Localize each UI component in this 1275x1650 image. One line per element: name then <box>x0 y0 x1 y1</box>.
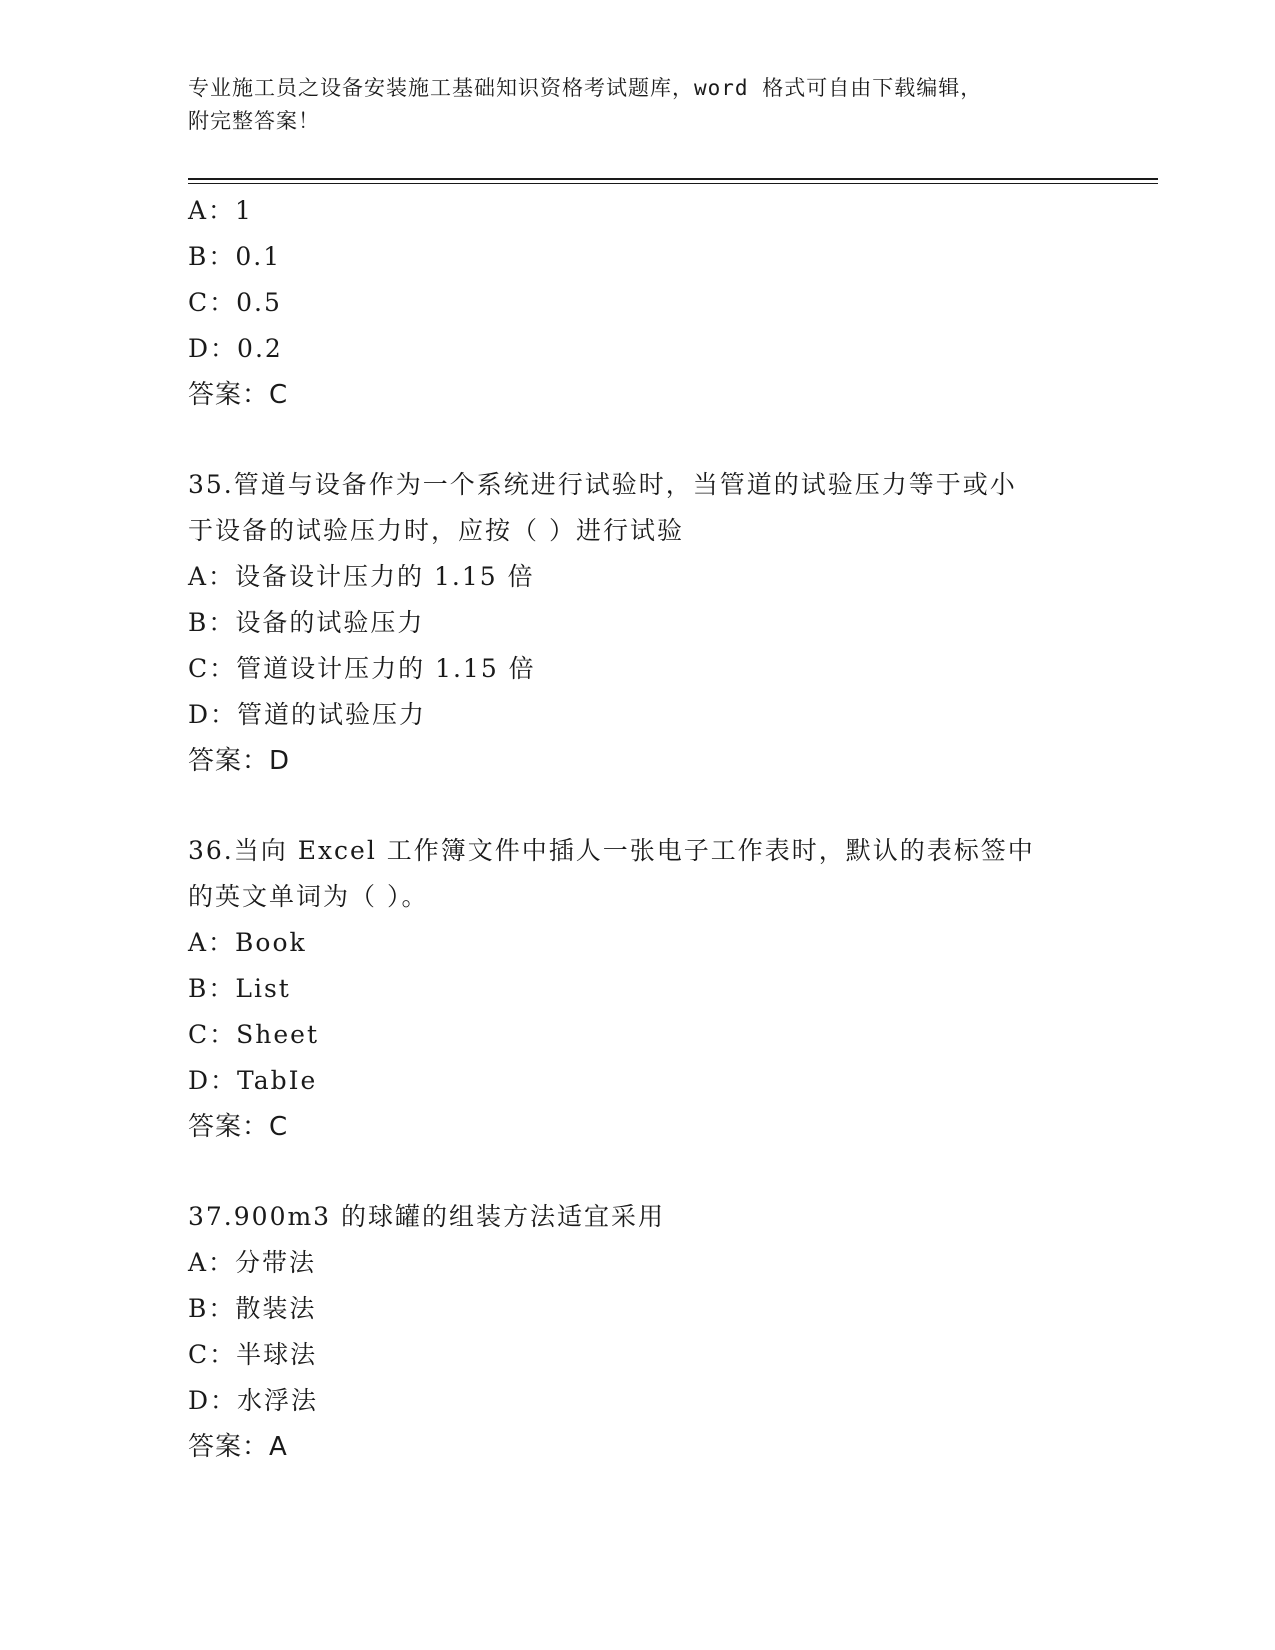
question-list <box>188 188 1088 1470</box>
question-35 <box>188 462 1088 784</box>
question-text <box>188 828 1088 920</box>
option-b: B：0.1 <box>188 242 282 271</box>
header-line-2: 附完整答案！ <box>188 109 320 133</box>
question-34 <box>188 188 1088 418</box>
option-a: A：分带法 <box>188 1248 317 1277</box>
answer-line: 答案：A <box>188 1432 288 1462</box>
answer-line: 答案：D <box>188 746 291 776</box>
answer-line: 答案：C <box>188 380 289 410</box>
option-a: A：1 <box>188 196 253 225</box>
question-text <box>188 1194 1088 1240</box>
option-c: C：管道设计压力的 1.15 倍 <box>188 654 536 683</box>
question-36 <box>188 828 1088 1150</box>
option-a: A：Book <box>188 928 307 957</box>
option-c: C：Sheet <box>188 1020 319 1049</box>
header-divider-thin <box>188 183 1158 184</box>
option-c: C：0.5 <box>188 288 282 317</box>
option-d: D：0.2 <box>188 334 283 363</box>
option-d: D：水浮法 <box>188 1386 319 1415</box>
option-d: D：管道的试验压力 <box>188 700 427 729</box>
header-divider <box>188 178 1158 180</box>
header-line-1: 专业施工员之设备安装施工基础知识资格考试题库，word 格式可自由下载编辑， <box>188 76 983 100</box>
question-text <box>188 462 1088 554</box>
option-c: C：半球法 <box>188 1340 318 1369</box>
answer-line: 答案：C <box>188 1112 289 1142</box>
option-d: D：TabIe <box>188 1066 318 1095</box>
question-text-line-2: 于设备的试验压力时，应按（ ）进行试验 <box>188 516 684 545</box>
question-text-line-1: 36.当向 Excel 工作簿文件中插人一张电子工作表时，默认的表标签中 <box>188 836 1035 865</box>
option-b: B：List <box>188 974 291 1003</box>
option-b: B：散装法 <box>188 1294 317 1323</box>
option-b: B：设备的试验压力 <box>188 608 425 637</box>
question-text-line-1: 35.管道与设备作为一个系统进行试验时，当管道的试验压力等于或小 <box>188 470 1017 499</box>
document-header <box>188 72 1068 138</box>
option-a: A：设备设计压力的 1.15 倍 <box>188 562 535 591</box>
question-text-line-1: 37.900m3 的球罐的组装方法适宜采用 <box>188 1202 666 1231</box>
question-text-line-2: 的英文单词为（ ）。 <box>188 882 429 911</box>
question-37 <box>188 1194 1088 1470</box>
